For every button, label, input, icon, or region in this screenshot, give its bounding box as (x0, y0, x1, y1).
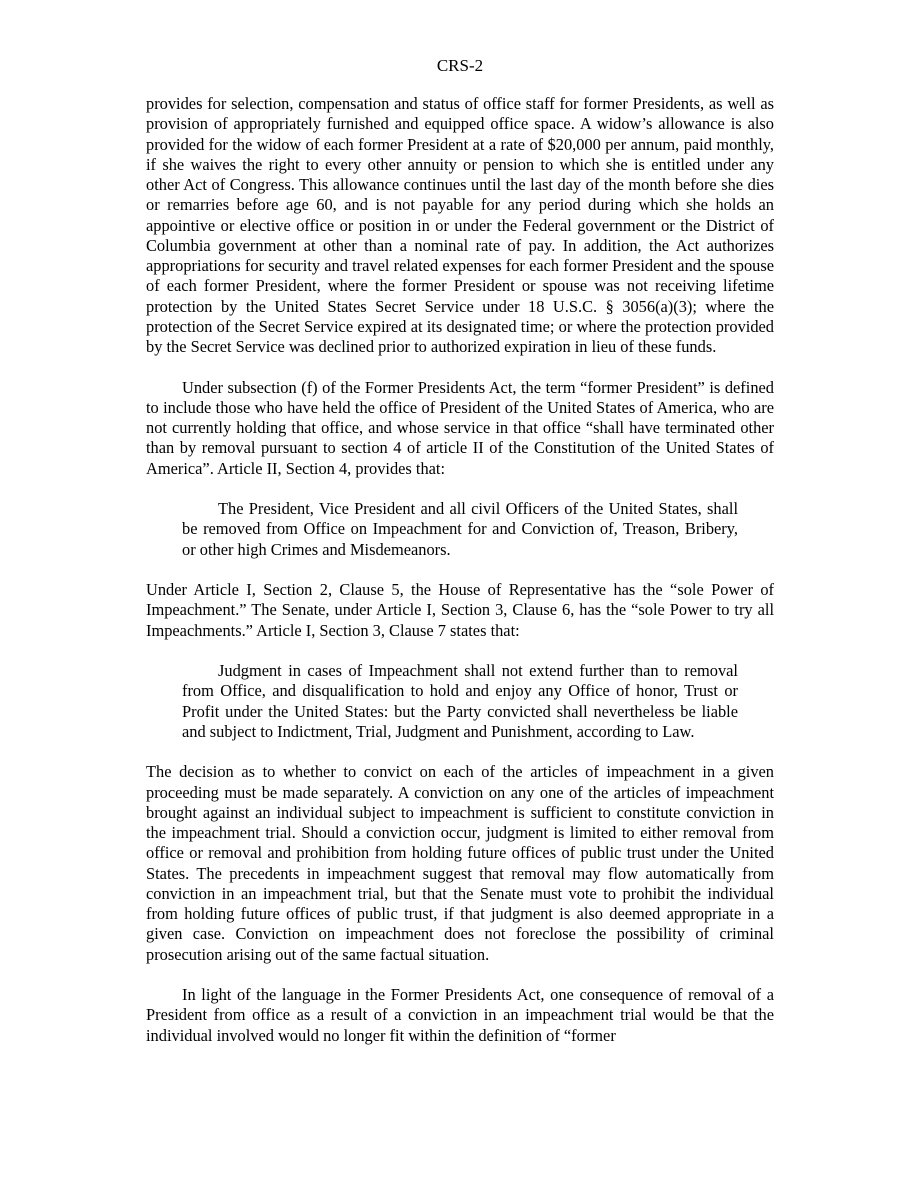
page-header: CRS-2 (436, 56, 484, 75)
quote-text: The President, Vice President and all civil Officers of the United States, shall be removed from Office on Impeachment for and Conviction of, Treason, Bribery, or other high Crimes and Misdemeanors. (182, 499, 738, 559)
blockquote-article-ii-section-4 (182, 499, 738, 560)
paragraph-consequence-of-removal: In light of the language in the Former Presidents Act, one consequence of removal of a President from office as a result of a conviction in an impeachment trial would be that the individual involved would no longer fit within the definition of “former (146, 985, 774, 1045)
blockquote-article-i-section-3-clause-7 (182, 661, 738, 742)
paragraph-conviction-decision: The decision as to whether to convict on each of the articles of impeachment in a given proceeding must be made separately. A conviction on any one of the articles of impeachment brought against an individual subject to impeachment is sufficient to constitute conviction in the impeachment trial. Should a conviction occur, judgment is limited to either removal from office or removal and prohibition from holding future offices of public trust under the United States. The precedents in impeachment suggest that removal may flow automatically from conviction in an impeachment trial, but that the Senate must vote to prohibit the individual from holding future offices of public trust, if that judgment is also deemed appropriate in a given case. Conviction on impeachment does not foreclose the possibility of criminal prosecution arising out of the same factual situation. (146, 762, 774, 964)
paragraph-former-president-definition: Under subsection (f) of the Former Presidents Act, the term “former President” is defined to include those who have held the office of President of the United States of America, who are not currently holding that office, and whose service in that office “shall have terminated other than by removal pursuant to section 4 of article II of the Constitution of the United States of America”. Article II, Section 4, provides that: (146, 377, 774, 478)
paragraph-impeachment-powers: Under Article I, Section 2, Clause 5, the House of Representative has the “sole Power of Impeachment.” The Senate, under Article I, Section 3, Clause 6, has the “sole Power to try all Impeachments.” Article I, Section 3, Clause 7 states that: (146, 580, 774, 640)
quote-text: Judgment in cases of Impeachment shall not extend further than to removal from Office, and disqualification to hold and enjoy any Office of honor, Trust or Profit under the United States: but the Party convicted shall nevertheless be liable and subject to Indictment, Trial, Judgment and Punishment, according to Law. (182, 661, 738, 741)
document-body (146, 94, 774, 1046)
paragraph-office-allowances: provides for selection, compensation and status of office staff for former Presidents, as well as provision of appropriately furnished and equipped office space. A widow’s allowance is also provided for the widow of each former President at a rate of $20,000 per annum, paid monthly, if she waives the right to every other annuity or pension to which she is entitled under any other Act of Congress. This allowance continues until the last day of the month before she dies or remarries before age 60, and is not payable for any period during which she holds an appointive or elective office or position in or under the Federal government or the District of Columbia government at other than a nominal rate of pay. In addition, the Act authorizes appropriations for security and travel related expenses for each former President and the spouse of each former President, where the former President or spouse was not receiving lifetime protection by the United States Secret Service under 18 U.S.C. § 3056(a)(3); where the protection of the Secret Service expired at its designated time; or where the protection provided by the Secret Service was declined prior to authorized expiration in lieu of these funds. (146, 94, 774, 356)
